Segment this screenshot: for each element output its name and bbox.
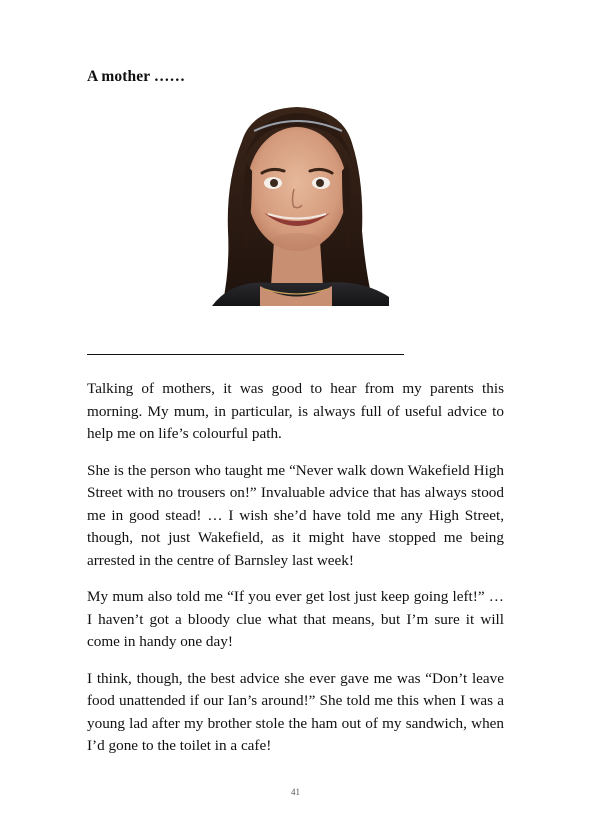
horizontal-divider: [87, 354, 404, 355]
portrait-photo: [202, 101, 389, 306]
portrait-image: [202, 101, 389, 306]
section-heading: A mother ……: [87, 68, 186, 85]
paragraph-4: I think, though, the best advice she ever gave me was “Don’t leave food unattended if our Ian’s around!” She told me this when I was a young lad after my brother stole the ham out of my sandwich, when I’d gone to the toilet in a cafe!: [87, 669, 504, 754]
page-number: 41: [291, 787, 300, 797]
paragraph-2: She is the person who taught me “Never walk down Wakefield High Street with no trousers on!” Invaluable advice that has always stood me in good stead! … I wish she’d have told me any High Street, though, not just Wakefield, as it might have stopped me being arrested in the centre of Barnsley last week!: [87, 461, 504, 569]
paragraph-1: Talking of mothers, it was good to hear from my parents this morning. My mum, in particular, is always full of useful advice to help me on life’s colourful path.: [87, 380, 504, 442]
body-text: [87, 378, 504, 772]
paragraph-3: My mum also told me “If you ever get lost just keep going left!” … I haven’t got a bloody clue what that means, but I’m sure it will come in handy one day!: [87, 588, 504, 650]
